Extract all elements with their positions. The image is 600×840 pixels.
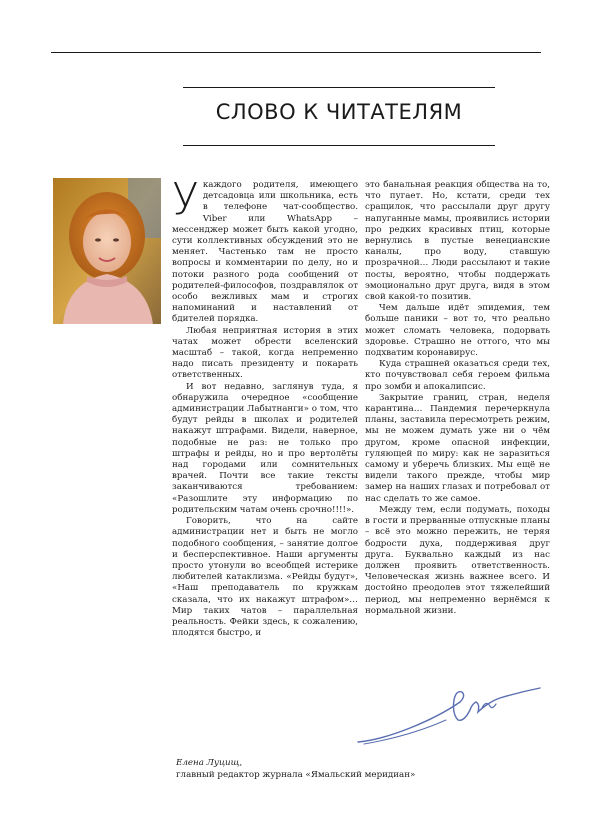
paragraph: Между тем, если подумать, походы в гости и прерванные отпускные планы – всё это можно пережить, не теряя бодрости духа, поддерживая друг друга. Буквально каждый из нас должен проявить ответственность. Человеческая жизнь важнее всего. И достойно преодолев этот тяжелейший период, мы непременно вернёмся к нормальной жизни. <box>365 504 550 616</box>
paragraph: Чем дальше идёт эпидемия, тем больше паники – вот то, что реально может сломать человека, подорвать здоровье. Страшно не оттого, что мы подхватим коронавирус. <box>365 303 550 359</box>
title-rule-bottom <box>183 145 495 146</box>
title-rule-top <box>183 87 495 88</box>
paragraph: Куда страшней оказаться среди тех, кто почувствовал себя героем фильма про зомби и апокалипсис. <box>365 359 550 392</box>
article-column-left <box>172 174 358 639</box>
paragraph: Закрытие границ, стран, неделя карантина… Пандемия перечеркнула планы, заставила пересмотреть режим, мы не можем думать уже ни о чём другом, кроме опасной инфекции, гуляющей по миру: как не заразиться самому и уберечь близких. Мы ещё не видели такого прежде, чтобы мир замер на наших глазах и потребовал от нас сделать то же самое. <box>365 392 550 504</box>
paragraph: Говорить, что на сайте администрации нет и быть не могло подобного сообщения, – занятие долгое и бесперспективное. Наши аргументы просто утонули во всеобщей истерике любителей катаклизма. «Рейды будут», «Наш преподаватель по кружкам сказала, что их накажут штрафом»… Мир таких чатов – параллельная реальность. Фейки здесь, к сожалению, плодятся быстро, и <box>172 516 358 639</box>
paragraph: каждого родителя, имеющего детсадовца или школьника, есть в телефоне чат-сообщество. Viber или WhatsApp – мессенджер может быть какой угодно, сути коллективных обсуждений это не меняет. Частенько там не просто вопросы и комментарии по делу, но и потоки разного рода сообщений от родителей-философов, поздравлялок от особо вежливых мам и строгих напоминаний и наставлений от бдителей порядка. <box>172 180 358 325</box>
author-role: главный редактор журнала «Ямальский меридиан» <box>176 770 416 780</box>
handwritten-signature <box>350 680 550 750</box>
author-name: Елена Луцищ, <box>176 758 243 768</box>
paragraph: Любая неприятная история в этих чатах может обрести вселенский масштаб – такой, когда непременно надо писать президенту и покарать ответственных. <box>172 325 358 381</box>
author-portrait <box>53 178 161 324</box>
top-rule <box>51 52 541 53</box>
page-title: СЛОВО К ЧИТАТЕЛЯМ <box>215 100 463 124</box>
paragraph: это банальная реакция общества на то, что пугает. Но, кстати, среди тех сращилок, что рассылали друг другу напуганные мамы, проявились истории про редких красивых птиц, которые вернулись в пустые венецианские каналы, про воду, ставшую прозрачной… Люди рассылают и такие посты, вероятно, чтобы поддержать эмоционально друг друга, видя в этом свой какой-то позитив. <box>365 180 550 303</box>
paragraph: И вот недавно, заглянув туда, я обнаружила очередное «сообщение администрации Лабытнанги» о том, что будут рейды в школах и родителей накажут штрафами. Видели, наверное, подобные не раз: не только про штрафы и рейды, но и про вертолёты над городами или сомнительных врачей. Почти все такие тексты заканчиваются требованием: «Разошлите эту информацию по родительским чатам очень срочно!!!!». <box>172 381 358 515</box>
drop-cap: У <box>172 174 199 225</box>
article-column-right <box>365 180 550 617</box>
portrait-image <box>53 178 161 324</box>
